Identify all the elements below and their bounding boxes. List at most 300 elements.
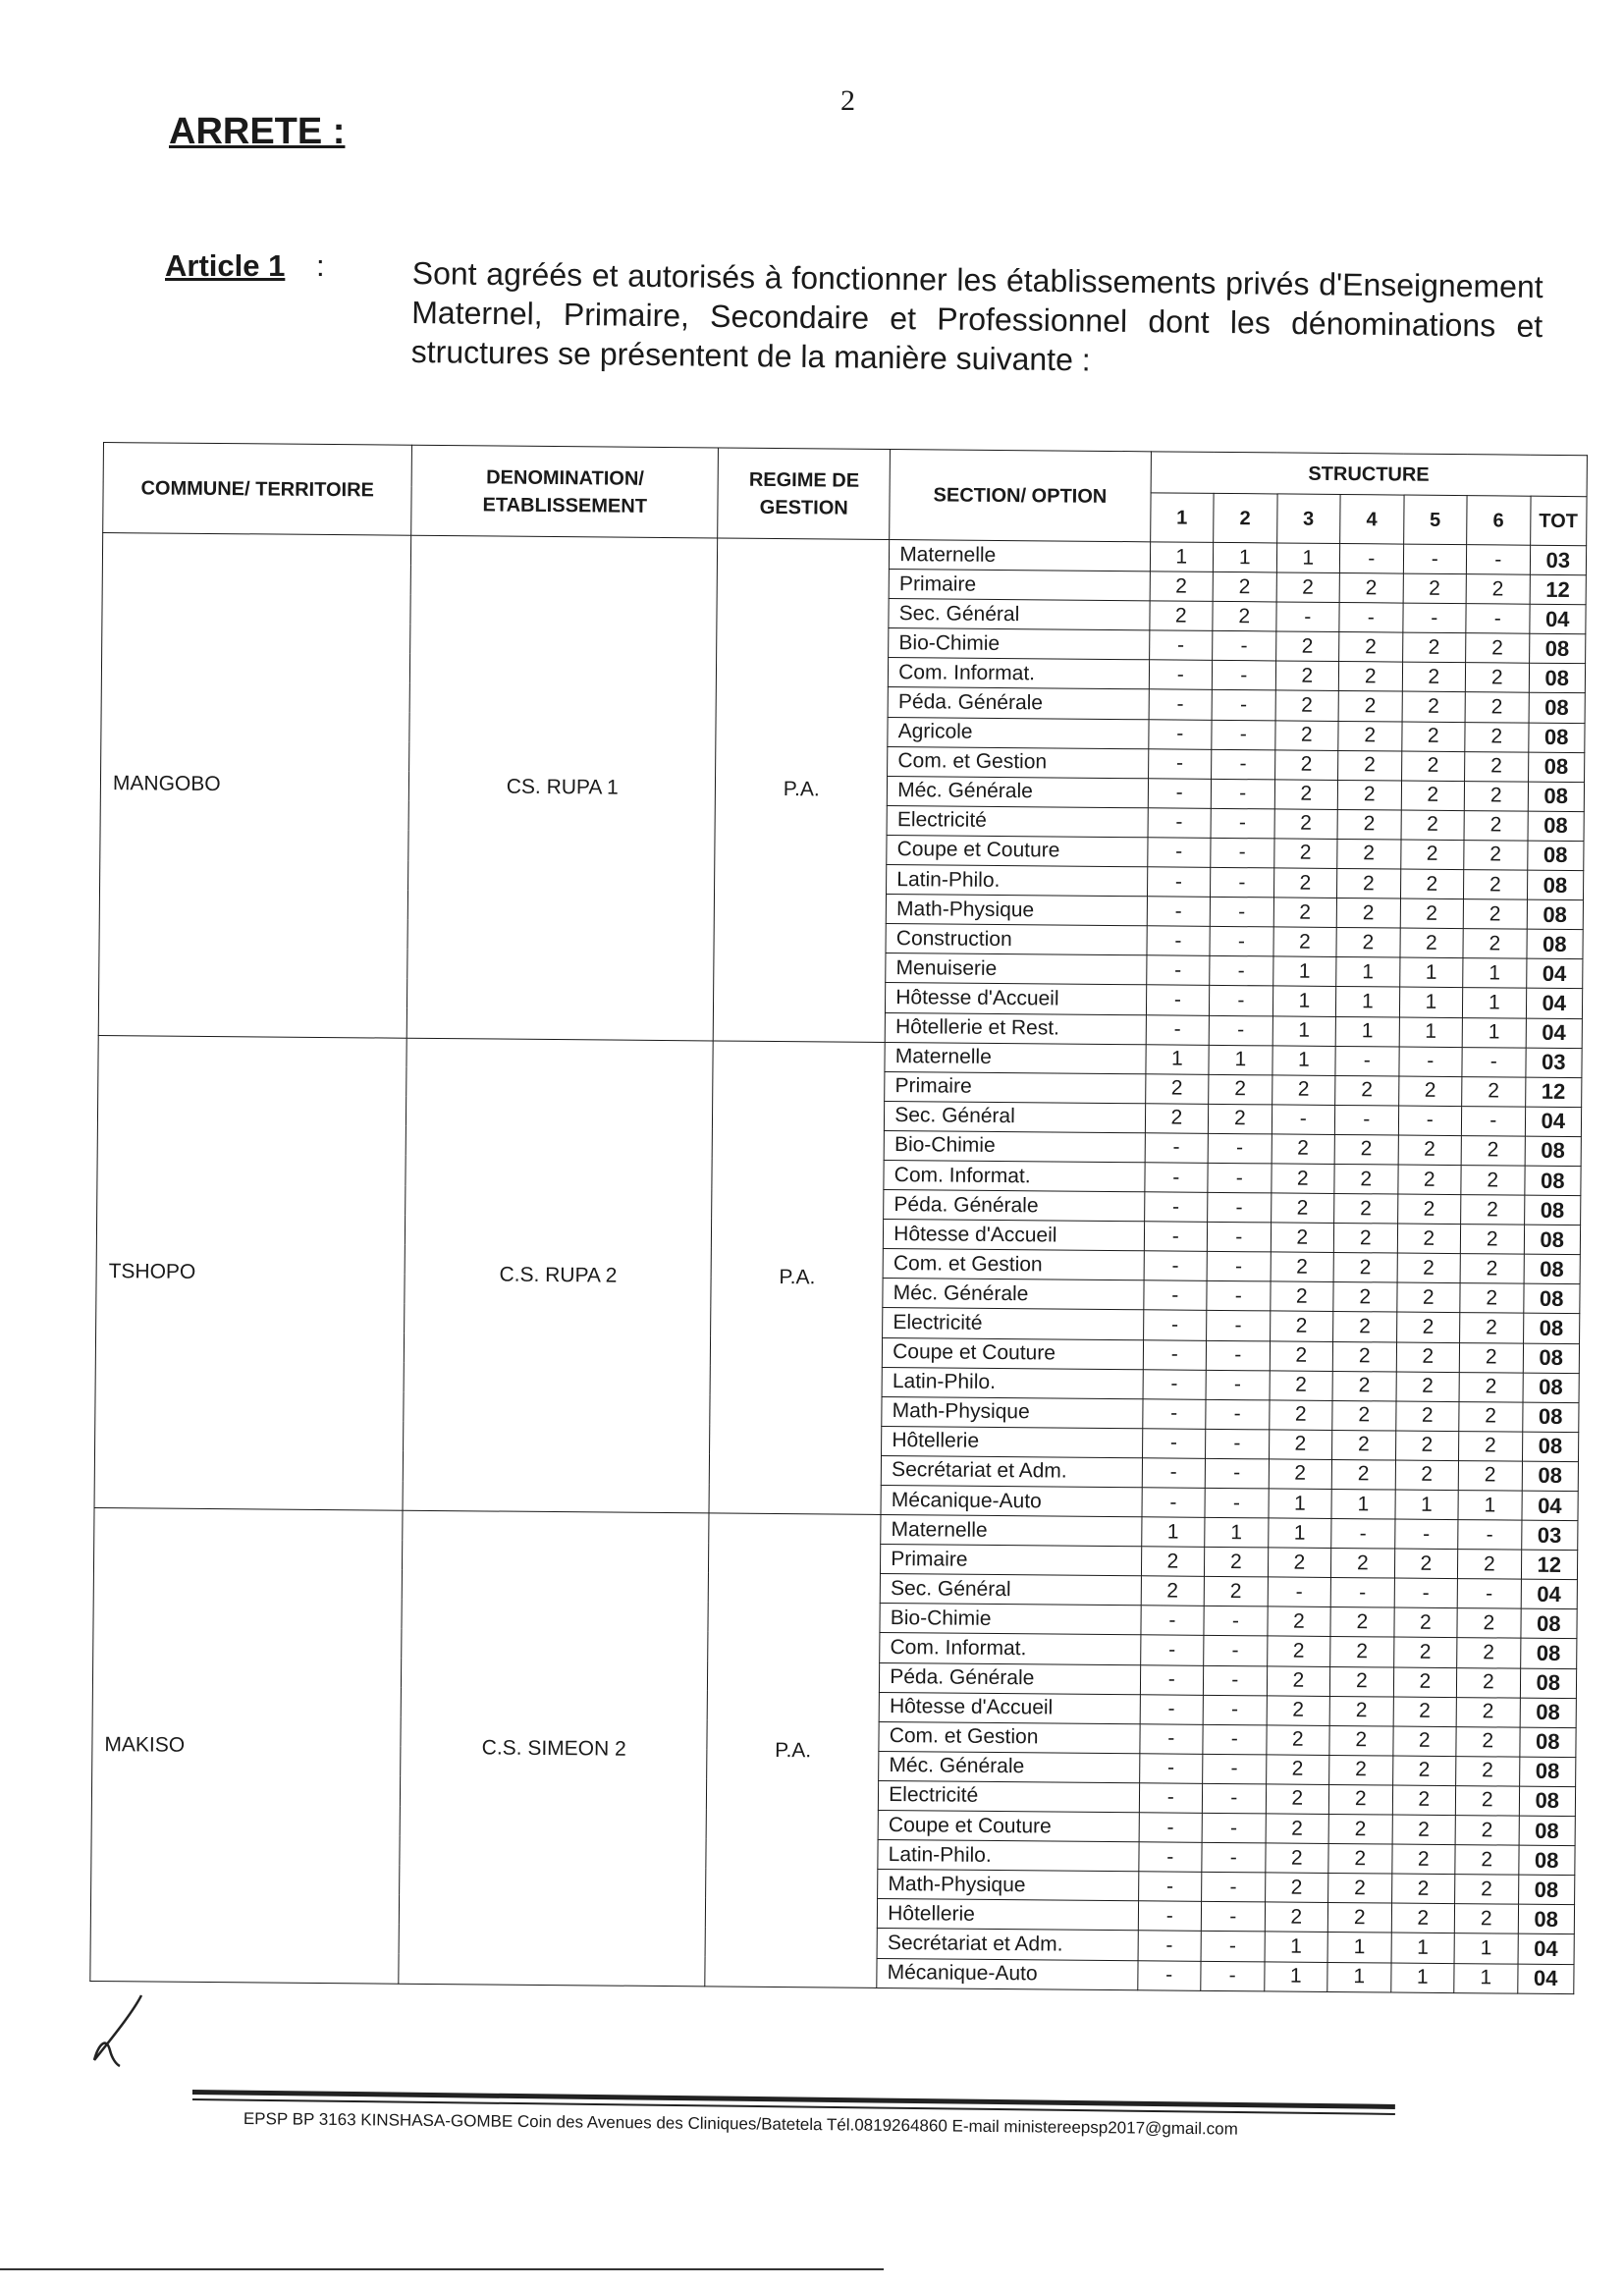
structure-cell: - — [1142, 1398, 1206, 1429]
section-cell: Construction — [886, 924, 1147, 955]
structure-cell: 2 — [1400, 928, 1464, 958]
structure-cell: 2 — [1205, 1548, 1269, 1578]
structure-cell: - — [1137, 1960, 1201, 1990]
structure-cell: 2 — [1391, 1874, 1455, 1904]
structure-cell: - — [1139, 1813, 1203, 1843]
total-cell: 08 — [1525, 1136, 1582, 1167]
structure-cell: 1 — [1150, 542, 1214, 572]
section-cell: Bio-Chimie — [880, 1604, 1141, 1635]
structure-cell: 2 — [1393, 1697, 1457, 1727]
structure-cell: - — [1147, 926, 1211, 956]
structure-cell: - — [1142, 1429, 1206, 1459]
structure-cell: 2 — [1395, 1460, 1459, 1491]
section-cell: Maternelle — [890, 539, 1151, 571]
structure-cell: 1 — [1276, 543, 1340, 573]
structure-cell: - — [1394, 1578, 1458, 1608]
structure-cell: 1 — [1463, 958, 1527, 989]
commune-cell: MANGOBO — [98, 533, 411, 1038]
total-cell: 08 — [1522, 1461, 1579, 1492]
article-label: Article 1 — [165, 248, 286, 283]
header-structure: STRUCTURE — [1151, 452, 1588, 497]
section-cell: Electricité — [887, 805, 1148, 837]
structure-cell: 2 — [1403, 573, 1467, 604]
establishments-table — [89, 442, 1588, 1994]
structure-cell: - — [1145, 1133, 1209, 1164]
structure-cell: 2 — [1273, 898, 1337, 928]
structure-cell: - — [1330, 1578, 1394, 1608]
total-cell: 03 — [1521, 1520, 1578, 1551]
structure-cell: 2 — [1338, 691, 1402, 722]
structure-cell: - — [1148, 779, 1212, 809]
structure-cell: - — [1138, 1901, 1202, 1932]
structure-cell: - — [1207, 1311, 1271, 1341]
structure-cell: - — [1208, 1133, 1272, 1164]
structure-cell: 2 — [1454, 1904, 1518, 1934]
structure-cell: - — [1142, 1458, 1206, 1489]
structure-cell: 2 — [1328, 1784, 1392, 1815]
structure-cell: 2 — [1269, 1459, 1332, 1490]
structure-cell: 2 — [1392, 1785, 1456, 1816]
structure-cell: - — [1140, 1635, 1204, 1665]
structure-cell: 2 — [1464, 781, 1528, 811]
structure-cell: 2 — [1338, 662, 1402, 692]
structure-cell: 2 — [1266, 1784, 1329, 1815]
header-level-5: 5 — [1403, 495, 1467, 545]
header-section: SECTION/ OPTION — [890, 449, 1151, 541]
total-cell: 08 — [1518, 1875, 1575, 1905]
signature-icon — [84, 1991, 153, 2070]
total-cell: 04 — [1526, 958, 1583, 989]
structure-cell: - — [1458, 1520, 1522, 1551]
total-cell: 12 — [1525, 1077, 1582, 1108]
structure-cell: 2 — [1337, 780, 1401, 810]
structure-cell: - — [1149, 630, 1213, 661]
structure-cell: - — [1208, 1163, 1272, 1193]
structure-cell: 2 — [1271, 1252, 1334, 1282]
structure-cell: - — [1402, 603, 1466, 633]
structure-cell: - — [1146, 1014, 1210, 1045]
structure-cell: 1 — [1265, 1932, 1328, 1962]
structure-cell: 2 — [1461, 1195, 1525, 1225]
section-cell: Secrétariat et Adm. — [877, 1929, 1138, 1960]
structure-cell: 2 — [1267, 1696, 1330, 1726]
structure-cell: 2 — [1457, 1608, 1521, 1639]
structure-cell: 2 — [1401, 810, 1465, 841]
section-cell: Hôtesse d'Accueil — [884, 1220, 1145, 1251]
section-cell: Math-Physique — [886, 895, 1147, 926]
commune-cell: TSHOPO — [94, 1035, 406, 1510]
structure-cell: 2 — [1393, 1667, 1457, 1698]
total-cell: 08 — [1528, 752, 1585, 783]
total-cell: 04 — [1518, 1934, 1575, 1965]
page-number: 2 — [840, 84, 855, 117]
structure-cell: 2 — [1461, 1135, 1525, 1166]
section-cell: Sec. Général — [889, 599, 1150, 630]
structure-cell: - — [1208, 1192, 1272, 1223]
structure-cell: 2 — [1333, 1312, 1397, 1342]
structure-cell: 2 — [1394, 1549, 1458, 1579]
structure-cell: 2 — [1458, 1550, 1522, 1580]
section-cell: Maternelle — [885, 1042, 1146, 1073]
structure-cell: - — [1147, 838, 1211, 868]
section-cell: Math-Physique — [882, 1396, 1143, 1428]
section-cell: Math-Physique — [878, 1870, 1139, 1901]
footer-address: EPSP BP 3163 KINSHASA-GOMBE Coin des Avenues des Cliniques/Batetela Tél.0819264860 E-mail ministereepsp2017@gmail.com — [243, 2109, 1238, 2139]
structure-cell: 2 — [1276, 572, 1340, 603]
total-cell: 04 — [1525, 1107, 1582, 1137]
structure-cell: - — [1147, 897, 1211, 927]
total-cell: 08 — [1529, 633, 1586, 664]
structure-cell: 2 — [1329, 1725, 1393, 1756]
structure-cell: 2 — [1339, 632, 1403, 663]
section-cell: Com. Informat. — [880, 1633, 1141, 1664]
total-cell: 08 — [1528, 811, 1585, 842]
structure-cell: - — [1138, 1872, 1202, 1902]
structure-cell: 2 — [1272, 1075, 1335, 1106]
structure-cell: 2 — [1273, 927, 1337, 957]
structure-cell: - — [1403, 544, 1467, 574]
total-cell: 04 — [1521, 1579, 1578, 1609]
header-commune: COMMUNE/ TERRITOIRE — [103, 443, 412, 536]
structure-cell: - — [1144, 1222, 1208, 1252]
structure-cell: 1 — [1272, 986, 1336, 1016]
structure-cell: - — [1138, 1931, 1202, 1961]
structure-cell: 1 — [1327, 1962, 1391, 1992]
structure-cell: - — [1204, 1636, 1268, 1666]
structure-cell: 2 — [1267, 1636, 1330, 1666]
structure-cell: 2 — [1401, 781, 1465, 811]
structure-cell: 2 — [1457, 1638, 1521, 1668]
structure-cell: 2 — [1266, 1725, 1329, 1756]
structure-cell: 1 — [1399, 957, 1463, 988]
header-denomination: DENOMINATION/ ETABLISSEMENT — [411, 445, 719, 538]
structure-cell: - — [1394, 1519, 1458, 1550]
structure-cell: - — [1466, 604, 1530, 634]
structure-cell: 1 — [1462, 1017, 1526, 1048]
structure-cell: 1 — [1335, 1016, 1399, 1047]
structure-cell: 1 — [1454, 1933, 1518, 1964]
total-cell: 08 — [1522, 1402, 1579, 1433]
establishments-table-wrap — [89, 442, 1588, 1994]
total-cell: 08 — [1528, 782, 1585, 812]
structure-cell: 2 — [1402, 692, 1466, 723]
structure-cell: - — [1201, 1932, 1265, 1962]
structure-cell: 2 — [1456, 1667, 1520, 1698]
structure-cell: 1 — [1327, 1933, 1391, 1963]
section-cell: Bio-Chimie — [884, 1130, 1145, 1162]
structure-cell: - — [1398, 1047, 1462, 1077]
structure-cell: - — [1148, 808, 1212, 839]
structure-cell: 2 — [1459, 1401, 1523, 1432]
structure-cell: 2 — [1455, 1875, 1519, 1905]
structure-cell: 2 — [1455, 1786, 1519, 1817]
total-cell: 08 — [1519, 1816, 1576, 1846]
structure-cell: 2 — [1274, 750, 1338, 781]
commune-cell: MAKISO — [90, 1508, 403, 1985]
structure-cell: 2 — [1396, 1372, 1460, 1402]
structure-cell: 2 — [1338, 721, 1402, 751]
structure-cell: 2 — [1392, 1815, 1456, 1845]
structure-cell: - — [1213, 631, 1276, 662]
total-cell: 08 — [1527, 870, 1584, 900]
structure-cell: - — [1144, 1251, 1208, 1281]
structure-cell: 2 — [1332, 1371, 1396, 1401]
total-cell: 08 — [1518, 1904, 1575, 1934]
structure-cell: 2 — [1271, 1164, 1334, 1194]
structure-cell: 1 — [1209, 1045, 1272, 1075]
structure-cell: 2 — [1331, 1459, 1395, 1490]
total-cell: 08 — [1524, 1225, 1581, 1255]
section-cell: Primaire — [881, 1545, 1142, 1576]
section-cell: Mécanique-Auto — [881, 1485, 1142, 1516]
structure-cell: - — [1139, 1754, 1203, 1784]
structure-cell: 1 — [1336, 987, 1400, 1017]
structure-cell: 2 — [1208, 1104, 1272, 1134]
structure-cell: 2 — [1333, 1282, 1397, 1313]
structure-cell: - — [1339, 603, 1403, 633]
section-cell: Electricité — [883, 1308, 1144, 1339]
structure-cell: - — [1144, 1163, 1208, 1193]
structure-cell: 2 — [1459, 1431, 1523, 1461]
structure-cell: - — [1202, 1783, 1266, 1814]
section-cell: Bio-Chimie — [889, 628, 1150, 660]
structure-cell: - — [1146, 985, 1210, 1015]
structure-cell: - — [1143, 1369, 1207, 1399]
structure-cell: - — [1210, 897, 1273, 927]
structure-cell: - — [1202, 1813, 1266, 1843]
total-cell: 04 — [1529, 604, 1586, 634]
structure-cell: - — [1203, 1724, 1267, 1755]
structure-cell: 2 — [1328, 1814, 1392, 1844]
total-cell: 08 — [1519, 1757, 1576, 1787]
structure-cell: 2 — [1398, 1135, 1462, 1166]
structure-cell: - — [1147, 867, 1211, 898]
total-cell: 08 — [1523, 1284, 1580, 1315]
structure-cell: - — [1148, 719, 1212, 749]
regime-cell: P.A. — [714, 538, 890, 1042]
etablissement-cell: C.S. SIMEON 2 — [399, 1510, 709, 1987]
structure-cell: 2 — [1336, 928, 1400, 958]
structure-cell: 1 — [1336, 957, 1400, 988]
structure-cell: - — [1149, 689, 1213, 720]
total-cell: 12 — [1530, 574, 1587, 605]
structure-cell: - — [1203, 1695, 1267, 1725]
total-cell: 08 — [1520, 1668, 1577, 1699]
structure-cell: 2 — [1265, 1843, 1328, 1874]
structure-cell: - — [1210, 956, 1273, 987]
structure-cell: 2 — [1267, 1665, 1330, 1696]
total-cell: 08 — [1527, 929, 1584, 959]
structure-cell: 2 — [1338, 750, 1402, 781]
structure-cell: 2 — [1459, 1342, 1523, 1373]
structure-cell: 1 — [1399, 987, 1463, 1017]
structure-cell: - — [1211, 808, 1274, 839]
section-cell: Sec. Général — [880, 1574, 1141, 1606]
structure-cell: - — [1143, 1339, 1207, 1370]
structure-cell: 2 — [1402, 662, 1466, 692]
structure-cell: - — [1335, 1046, 1399, 1076]
total-cell: 08 — [1520, 1639, 1577, 1669]
structure-cell: 2 — [1459, 1372, 1523, 1402]
structure-cell: 2 — [1461, 1166, 1525, 1196]
structure-cell: 2 — [1331, 1549, 1395, 1579]
structure-cell: 2 — [1391, 1844, 1455, 1875]
structure-cell: 2 — [1396, 1342, 1460, 1373]
structure-cell: 2 — [1266, 1755, 1329, 1785]
structure-cell: 2 — [1270, 1340, 1333, 1371]
structure-cell: 2 — [1265, 1902, 1328, 1933]
structure-cell: 2 — [1462, 1076, 1526, 1107]
total-cell: 04 — [1526, 1018, 1583, 1049]
structure-cell: 1 — [1331, 1489, 1395, 1519]
structure-cell: 2 — [1268, 1548, 1331, 1578]
structure-cell: 2 — [1271, 1223, 1334, 1253]
structure-cell: 1 — [1272, 1015, 1336, 1046]
structure-cell: - — [1201, 1961, 1265, 1991]
structure-cell: - — [1207, 1223, 1271, 1253]
structure-cell: - — [1207, 1281, 1271, 1312]
section-cell: Latin-Philo. — [878, 1840, 1139, 1872]
structure-cell: 2 — [1337, 839, 1401, 869]
structure-cell: 2 — [1275, 661, 1339, 691]
section-cell: Com. et Gestion — [888, 746, 1149, 778]
section-cell: Mécanique-Auto — [877, 1958, 1138, 1990]
structure-cell: 2 — [1269, 1400, 1332, 1431]
structure-cell: 2 — [1328, 1844, 1392, 1875]
structure-cell: 2 — [1330, 1637, 1394, 1667]
structure-cell: 2 — [1397, 1165, 1461, 1195]
section-cell: Com. Informat. — [884, 1160, 1145, 1191]
section-cell: Primaire — [889, 570, 1150, 601]
structure-cell: 2 — [1400, 869, 1464, 899]
structure-cell: 2 — [1456, 1697, 1520, 1727]
structure-cell: 2 — [1465, 751, 1529, 782]
header-regime: REGIME DE GESTION — [718, 448, 891, 540]
section-cell: Hôtellerie et Rest. — [885, 1012, 1146, 1044]
structure-cell: - — [1206, 1340, 1270, 1371]
section-cell: Hôtellerie — [882, 1426, 1143, 1457]
structure-cell: 2 — [1465, 722, 1529, 752]
structure-cell: 2 — [1401, 722, 1465, 752]
header-level-2: 2 — [1214, 493, 1277, 543]
structure-cell: 2 — [1455, 1845, 1519, 1876]
structure-cell: 1 — [1272, 1046, 1335, 1076]
structure-cell: - — [1139, 1783, 1203, 1814]
structure-cell: - — [1212, 749, 1275, 780]
section-cell: Coupe et Couture — [878, 1810, 1139, 1841]
article-text: Sont agréés et autorisés à fonctionner les établissements privés d'Enseignement Maternel, Primaire, Secondaire et Professionnel dont les dénominations et structures se présentent de la manière suivante : — [410, 254, 1543, 378]
structure-cell: - — [1211, 779, 1274, 809]
structure-cell: - — [1466, 545, 1530, 575]
structure-cell: 1 — [1264, 1961, 1327, 1991]
structure-cell: 2 — [1395, 1401, 1459, 1432]
total-cell: 08 — [1518, 1845, 1575, 1876]
structure-cell: 2 — [1267, 1606, 1330, 1637]
structure-cell: 2 — [1460, 1283, 1524, 1314]
structure-cell: - — [1205, 1458, 1269, 1489]
structure-cell: - — [1139, 1724, 1203, 1755]
structure-cell: - — [1212, 661, 1275, 691]
structure-cell: - — [1142, 1488, 1206, 1518]
structure-cell: 2 — [1463, 929, 1527, 959]
structure-cell: 2 — [1204, 1577, 1268, 1607]
structure-cell: 1 — [1269, 1489, 1332, 1519]
structure-cell: 2 — [1464, 841, 1528, 871]
structure-cell: - — [1205, 1488, 1269, 1518]
structure-cell: 2 — [1273, 868, 1337, 898]
structure-cell: 2 — [1337, 869, 1401, 899]
structure-cell: 2 — [1456, 1726, 1520, 1757]
structure-cell: - — [1212, 690, 1275, 721]
structure-cell: 2 — [1393, 1607, 1457, 1638]
structure-cell: 1 — [1390, 1963, 1454, 1993]
structure-cell: 2 — [1396, 1312, 1460, 1342]
structure-cell: - — [1210, 927, 1273, 957]
structure-cell: - — [1209, 1015, 1272, 1046]
header-level-1: 1 — [1150, 493, 1214, 543]
structure-cell: 2 — [1466, 574, 1530, 605]
structure-cell: - — [1275, 602, 1339, 632]
regime-cell: P.A. — [705, 1513, 881, 1988]
structure-cell: - — [1331, 1519, 1395, 1550]
structure-cell: 2 — [1329, 1666, 1393, 1697]
structure-cell: 2 — [1460, 1225, 1524, 1255]
heading-arrete: ARRETE : — [169, 111, 346, 152]
total-cell: 08 — [1528, 723, 1585, 753]
total-cell: 08 — [1523, 1343, 1580, 1374]
structure-cell: 2 — [1466, 633, 1530, 664]
section-cell: Maternelle — [881, 1515, 1142, 1547]
section-cell: Péda. Générale — [880, 1662, 1141, 1694]
structure-cell: 2 — [1396, 1282, 1460, 1313]
structure-cell: - — [1398, 1106, 1462, 1136]
structure-cell: 2 — [1141, 1547, 1205, 1577]
structure-cell: 2 — [1465, 692, 1529, 723]
structure-cell: - — [1140, 1694, 1204, 1724]
structure-cell: 2 — [1464, 870, 1528, 900]
structure-cell: - — [1143, 1280, 1207, 1311]
structure-cell: 2 — [1274, 780, 1338, 810]
structure-cell: 2 — [1145, 1073, 1209, 1104]
structure-cell: - — [1212, 720, 1275, 750]
table-body — [90, 533, 1587, 1994]
structure-cell: 2 — [1460, 1254, 1524, 1284]
structure-cell: 1 — [1391, 1933, 1455, 1963]
structure-cell: 2 — [1392, 1726, 1456, 1757]
structure-cell: 2 — [1209, 1074, 1272, 1105]
section-cell: Menuiserie — [886, 953, 1147, 985]
structure-cell: 2 — [1266, 1814, 1329, 1844]
total-cell: 04 — [1522, 1491, 1579, 1521]
structure-cell: 2 — [1269, 1430, 1332, 1460]
structure-cell: 2 — [1330, 1607, 1394, 1638]
structure-cell: 1 — [1141, 1517, 1205, 1548]
structure-cell: 2 — [1270, 1311, 1333, 1341]
structure-cell: 2 — [1334, 1134, 1398, 1165]
total-cell: 08 — [1519, 1727, 1576, 1758]
structure-cell: 1 — [1268, 1518, 1331, 1549]
section-cell: Hôtellerie — [878, 1899, 1139, 1931]
total-cell: 03 — [1530, 545, 1587, 575]
total-cell: 03 — [1525, 1048, 1582, 1078]
article-colon: : — [316, 248, 325, 283]
structure-cell: 2 — [1272, 1134, 1335, 1165]
section-cell: Primaire — [885, 1071, 1146, 1103]
header-level-4: 4 — [1340, 494, 1404, 544]
structure-cell: 2 — [1141, 1576, 1205, 1606]
section-cell: Péda. Générale — [884, 1190, 1145, 1222]
section-cell: Méc. Générale — [879, 1751, 1140, 1782]
